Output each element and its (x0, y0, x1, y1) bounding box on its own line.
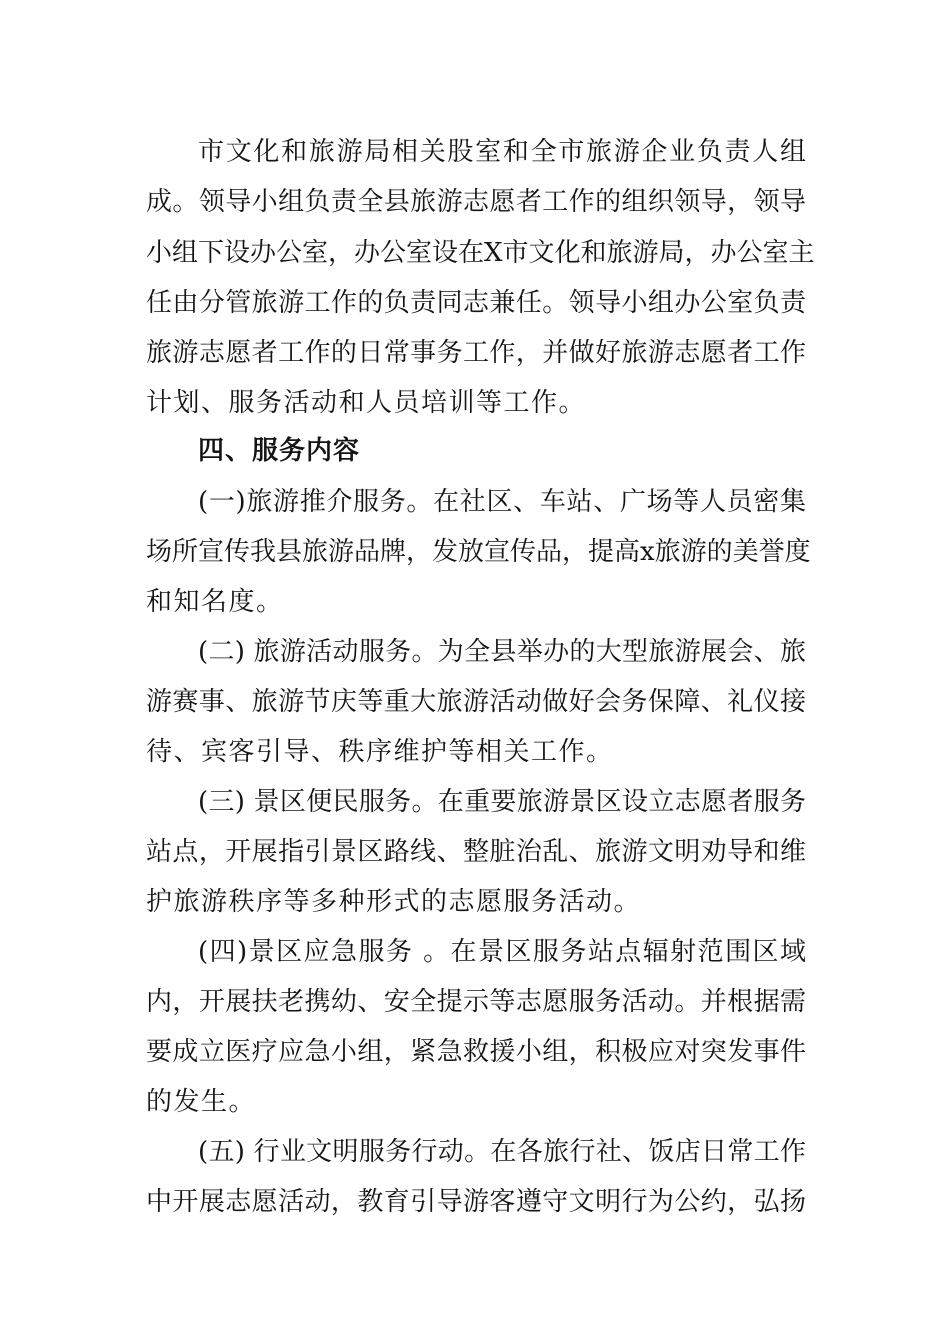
paragraph-line: 的发生。 (146, 1087, 257, 1117)
paragraph-line: (四)景区应急服务 。在景区服务站点辐射范围区域 (198, 937, 806, 967)
paragraph-line: 内，开展扶老携幼、安全提示等志愿服务活动。并根据需 (146, 987, 806, 1017)
paragraph-line: 小组下设办公室，办公室设在X市文化和旅游局，办公室主 (146, 238, 815, 268)
paragraph-line: 要成立医疗应急小组，紧急救援小组，积极应对突发事件 (146, 1037, 806, 1067)
paragraph-line: 市文化和旅游局相关股室和全市旅游企业负责人组 (198, 137, 806, 167)
paragraph-line: (一)旅游推介服务。在社区、车站、广场等人员密集 (198, 487, 806, 517)
paragraph-line: (三) 景区便民服务。在重要旅游景区设立志愿者服务 (198, 787, 806, 817)
paragraph-line: (二) 旅游活动服务。为全县举办的大型旅游展会、旅 (198, 637, 806, 667)
paragraph-line: 旅游志愿者工作的日常事务工作，并做好旅游志愿者工作 (146, 338, 806, 368)
paragraph-line: 游赛事、旅游节庆等重大旅游活动做好会务保障、礼仪接 (146, 687, 806, 717)
paragraph-line: 待、宾客引导、秩序维护等相关工作。 (146, 737, 614, 767)
paragraph-line: 站点，开展指引景区路线、整脏治乱、旅游文明劝导和维 (146, 837, 806, 867)
paragraph-line: 场所宣传我县旅游品牌，发放宣传品，提高x旅游的美誉度 (146, 537, 811, 567)
paragraph-line: 任由分管旅游工作的负责同志兼任。领导小组办公室负责 (146, 288, 806, 318)
paragraph-line: (五) 行业文明服务行动。在各旅行社、饭店日常工作 (198, 1137, 806, 1167)
paragraph-line: 计划、服务活动和人员培训等工作。 (146, 388, 587, 418)
section-heading: 四、服务内容 (198, 436, 361, 466)
paragraph-line: 中开展志愿活动，教育引导游客遵守文明行为公约，弘扬 (146, 1187, 806, 1217)
paragraph-line: 护旅游秩序等多种形式的志愿服务活动。 (146, 887, 642, 917)
paragraph-line: 成。领导小组负责全县旅游志愿者工作的组织领导，领导 (146, 187, 806, 217)
paragraph-line: 和知名度。 (146, 587, 284, 617)
